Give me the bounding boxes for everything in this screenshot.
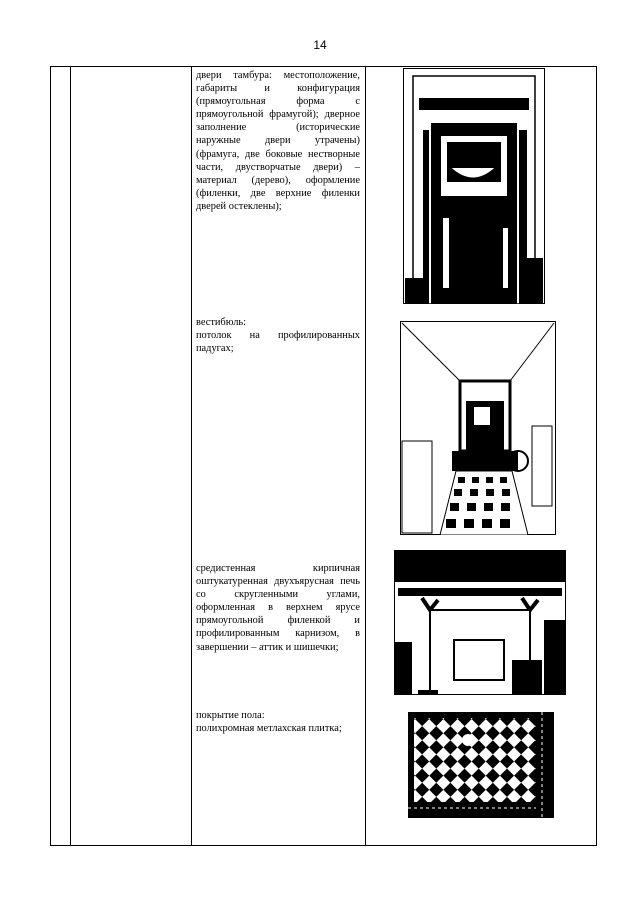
page-number: 14 bbox=[313, 38, 327, 52]
entry-text-door bbox=[196, 69, 360, 213]
stove-photo bbox=[394, 550, 566, 695]
table-left-border bbox=[50, 66, 51, 846]
entry-line: полихромная метлахская плитка; bbox=[196, 723, 342, 735]
vestibule-door-photo bbox=[403, 68, 545, 304]
table-right-border bbox=[596, 66, 597, 846]
entry-text-stove bbox=[196, 562, 360, 654]
column-divider-3 bbox=[365, 66, 366, 846]
entry-line: покрытие пола: bbox=[196, 710, 265, 721]
column-divider-2 bbox=[191, 66, 192, 846]
document-table bbox=[50, 66, 597, 846]
entry-text-floor bbox=[196, 709, 360, 735]
entry-line: двери тамбура: местоположение, габариты и конфигурация (прямоугольная форма с прямоугольной фрамугой); дверное заполнение (исторические наружные двери утрачены) (фрамуга, две боковые нестворные части, двустворчатые двери) – материал (дерево), оформление (филенки, две верхние филенки дверей остеклены); bbox=[196, 70, 360, 212]
table-top-border bbox=[50, 66, 597, 67]
entry-line: вестибюль: bbox=[196, 317, 247, 328]
column-divider-1 bbox=[70, 66, 71, 846]
table-bottom-border bbox=[50, 845, 597, 846]
floor-tile-photo bbox=[408, 712, 554, 818]
entry-line: потолок на профилированных падугах; bbox=[196, 330, 360, 355]
entry-line: средистенная кирпичная оштукатуренная двухъярусная печь со скругленными углами, оформленная в верхнем ярусе прямоугольной филенкой и профилированным карнизом, в завершении – аттик и шишечки; bbox=[196, 563, 360, 653]
vestibule-corridor-photo bbox=[400, 321, 556, 535]
entry-text-vestibule bbox=[196, 316, 360, 355]
